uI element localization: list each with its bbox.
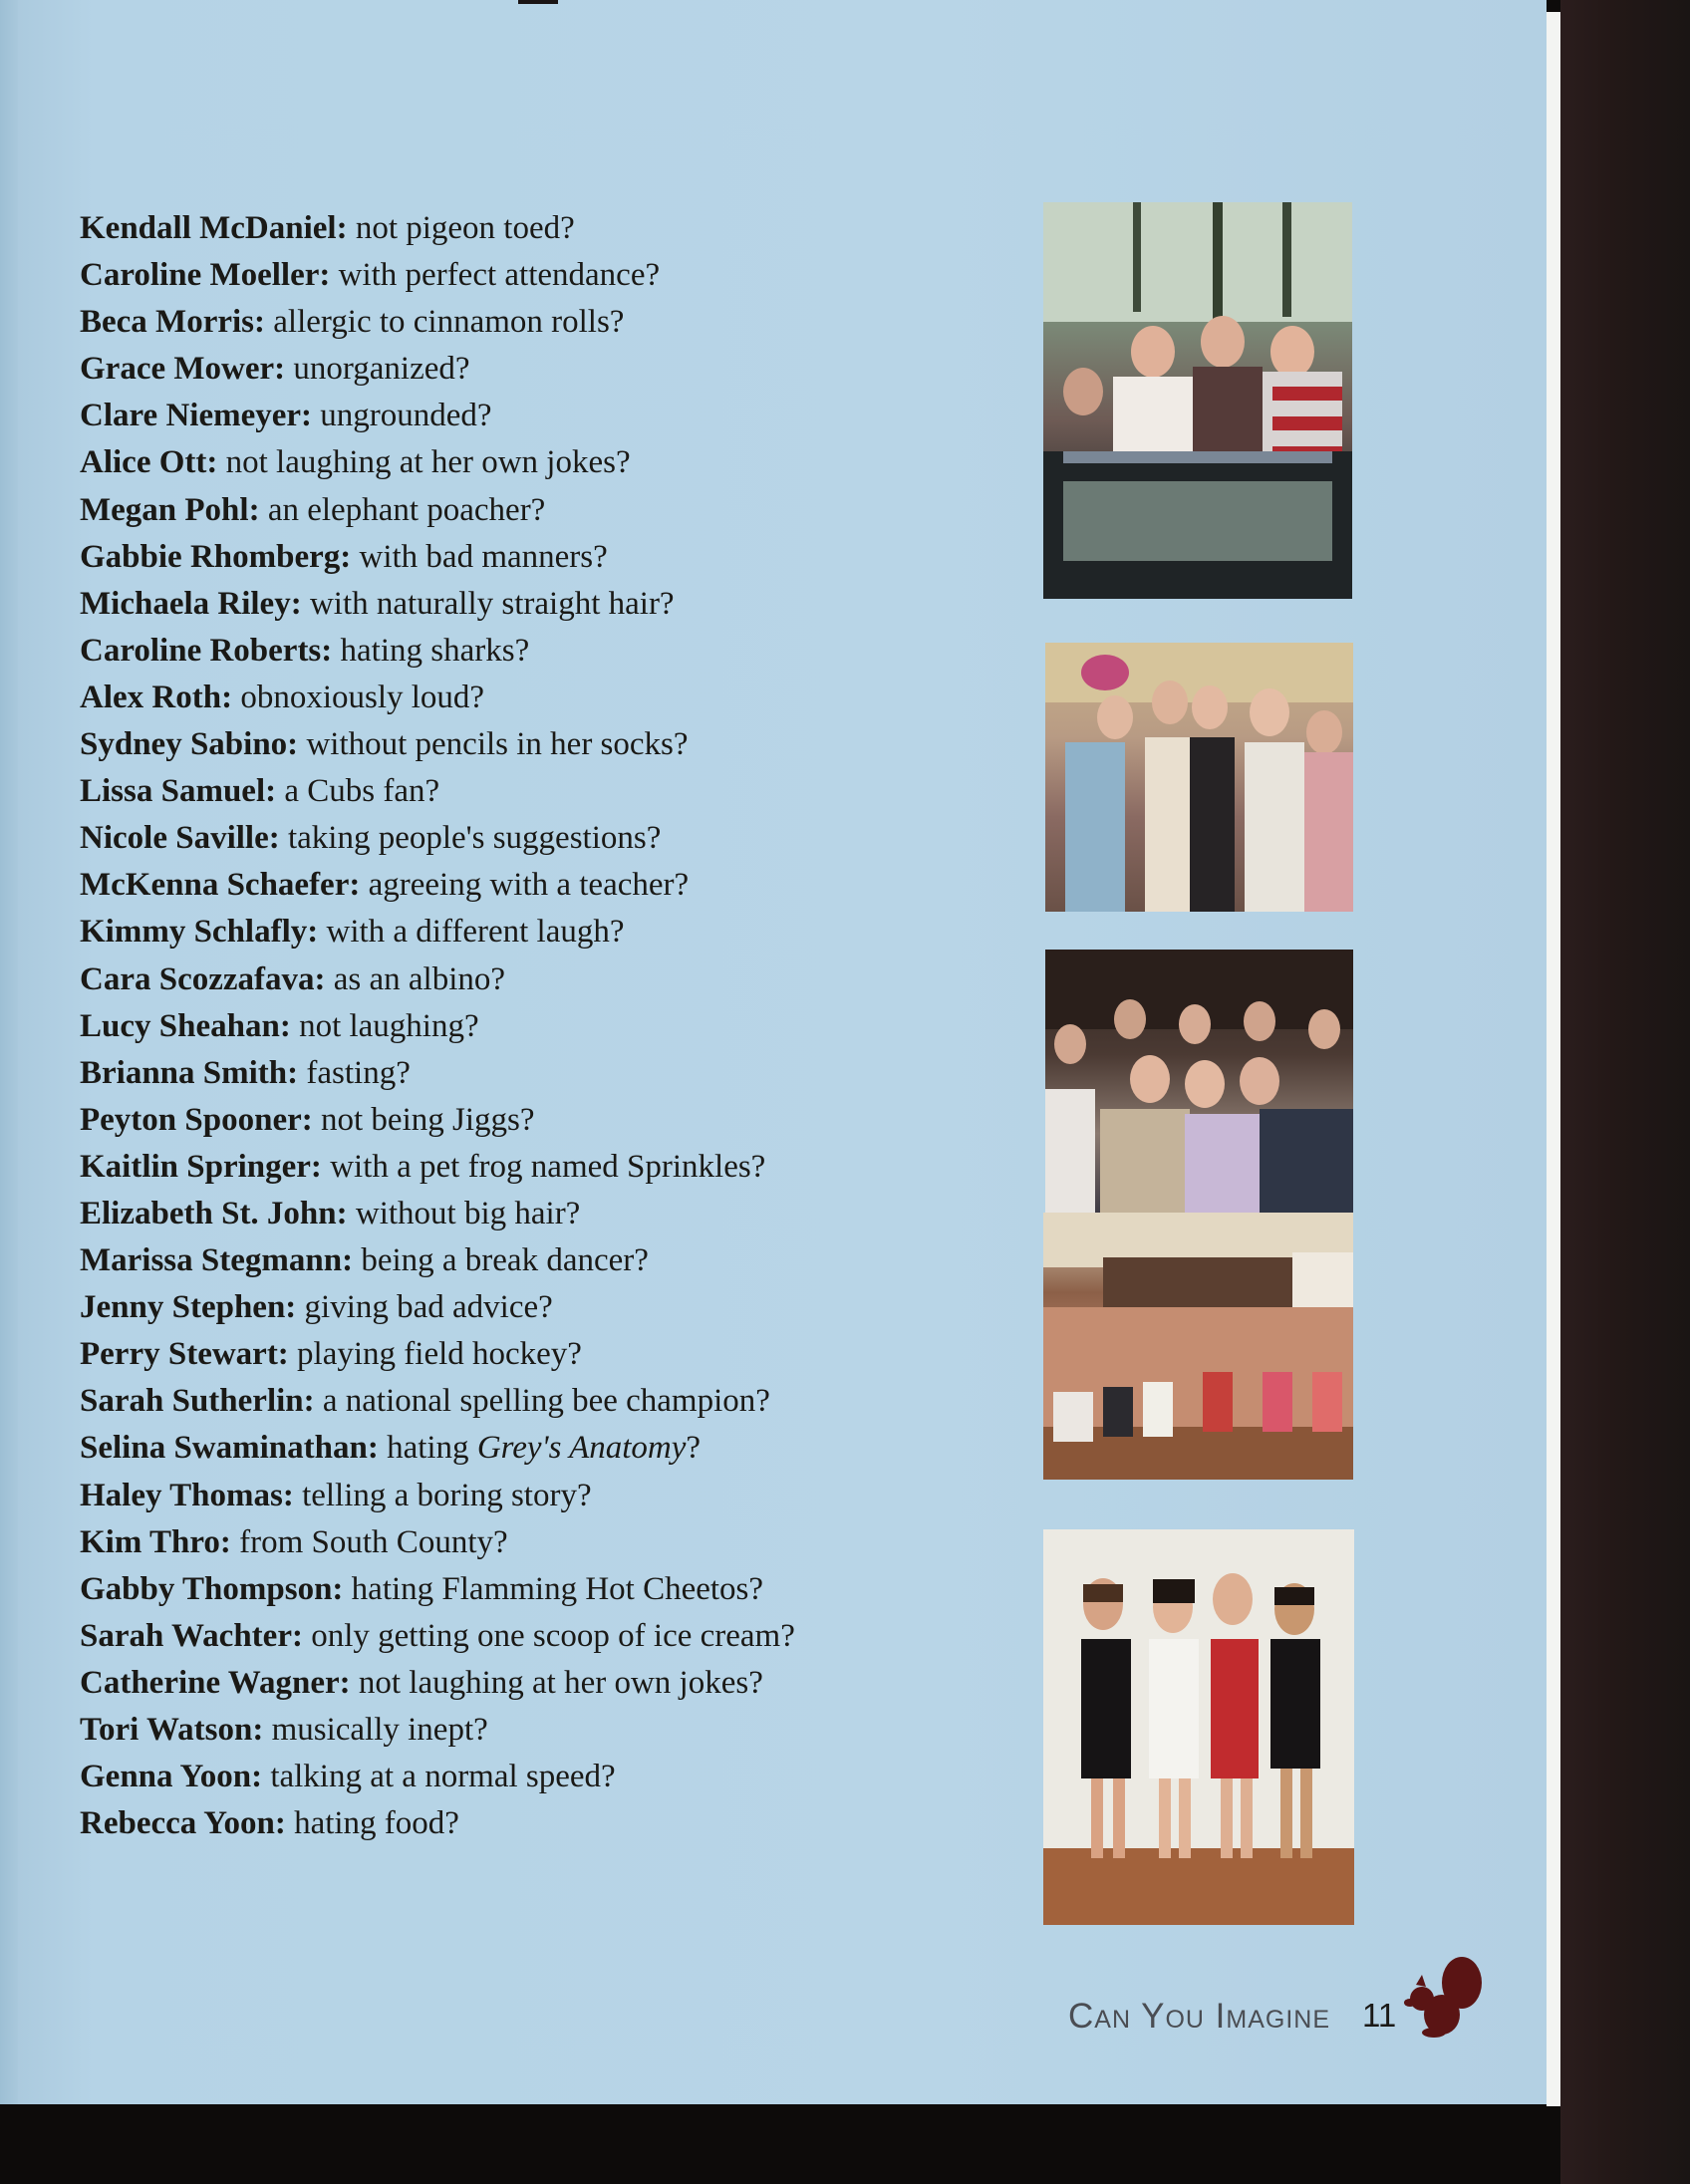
- entry-description: with a different laugh?: [326, 914, 625, 951]
- photo-four-friends: [1043, 1529, 1354, 1925]
- entry-description: taking people's suggestions?: [287, 820, 662, 857]
- entry-description: a Cubs fan?: [284, 773, 440, 810]
- entry-description: not laughing?: [299, 1007, 479, 1044]
- entry-item: [80, 628, 957, 675]
- entry-description: with bad manners?: [359, 538, 608, 575]
- entry-description: from South County?: [239, 1523, 508, 1560]
- entry-item: [80, 205, 957, 252]
- entry-name: Gabby Thompson:: [80, 1570, 344, 1607]
- entry-item: [80, 487, 957, 534]
- entry-name: Grace Mower:: [80, 351, 286, 388]
- entry-item: [80, 1519, 957, 1566]
- entry-name: Jenny Stephen:: [80, 1289, 297, 1326]
- section-title: Can You Imagine: [1068, 1997, 1331, 2036]
- entry-item: [80, 1800, 957, 1847]
- entry-item: [80, 815, 957, 862]
- entry-description: with a pet frog named Sprinkles?: [330, 1148, 766, 1185]
- entry-item: [80, 1284, 957, 1331]
- entry-description: as an albino?: [333, 960, 506, 997]
- entry-name: Clare Niemeyer:: [80, 398, 313, 434]
- entry-item: [80, 1331, 957, 1378]
- entry-item: [80, 439, 957, 486]
- entry-item: [80, 1707, 957, 1754]
- entry-name: Tori Watson:: [80, 1712, 264, 1748]
- entry-name: Catherine Wagner:: [80, 1664, 351, 1701]
- entry-item: [80, 252, 957, 299]
- entry-description: unorganized?: [293, 351, 470, 388]
- entry-item: [80, 1003, 957, 1050]
- entry-description: hating Flamming Hot Cheetos?: [351, 1570, 764, 1607]
- entry-item: [80, 534, 957, 581]
- entry-name: Elizabeth St. John:: [80, 1195, 348, 1231]
- entry-name: Michaela Riley:: [80, 585, 302, 622]
- entry-name: Lissa Samuel:: [80, 773, 277, 810]
- entry-description: telling a boring story?: [302, 1477, 592, 1513]
- entry-list: [80, 205, 957, 1847]
- photo-four-friends-art: [1043, 1529, 1354, 1925]
- entry-name: Perry Stewart:: [80, 1336, 289, 1373]
- entry-item: [80, 1660, 957, 1707]
- entry-description: not pigeon toed?: [355, 210, 575, 246]
- entry-item: [80, 1473, 957, 1519]
- entry-description: hating sharks?: [340, 632, 530, 669]
- entry-description: not laughing at her own jokes?: [358, 1664, 763, 1701]
- entry-item: [80, 1097, 957, 1144]
- page-number: 11: [1362, 1997, 1397, 2034]
- entry-name: Caroline Roberts:: [80, 632, 333, 669]
- entry-name: Cara Scozzafava:: [80, 960, 326, 997]
- entry-name: Beca Morris:: [80, 304, 265, 341]
- entry-description: ungrounded?: [320, 398, 492, 434]
- entry-name: Caroline Moeller:: [80, 257, 331, 294]
- photo-costume-party: [1045, 643, 1353, 912]
- entry-description: hating food?: [294, 1805, 459, 1842]
- entry-item: [80, 1191, 957, 1237]
- entry-description: with perfect attendance?: [338, 257, 661, 294]
- back-cover: [1560, 0, 1690, 2184]
- entry-name: Marissa Stegmann:: [80, 1242, 354, 1279]
- entry-description: a national spelling bee champion?: [322, 1383, 770, 1420]
- photo-team-celebration: [1043, 202, 1352, 599]
- entry-item: [80, 909, 957, 956]
- top-notch: [518, 0, 558, 4]
- entry-name: Alice Ott:: [80, 444, 218, 481]
- photo-costume-party-art: [1045, 643, 1353, 912]
- entry-item: [80, 721, 957, 768]
- entry-description: with naturally straight hair?: [309, 585, 675, 622]
- entry-item: [80, 956, 957, 1003]
- entry-item: [80, 1237, 957, 1284]
- entry-description: only getting one scoop of ice cream?: [311, 1617, 795, 1654]
- entry-name: Kaitlin Springer:: [80, 1148, 322, 1185]
- entry-item: [80, 862, 957, 909]
- entry-punctuation: ?: [686, 1430, 702, 1467]
- entry-name: Gabbie Rhomberg:: [80, 538, 352, 575]
- entry-item: [80, 768, 957, 815]
- entry-name: Peyton Spooner:: [80, 1101, 313, 1138]
- entry-item: [80, 675, 957, 721]
- entry-description: not laughing at her own jokes?: [225, 444, 631, 481]
- entry-name: Sydney Sabino:: [80, 726, 299, 763]
- entry-name: Sarah Wachter:: [80, 1617, 303, 1654]
- photo-large-group: [1043, 1213, 1353, 1480]
- photo-team-celebration-art: [1043, 202, 1352, 599]
- entry-description: allergic to cinnamon rolls?: [273, 304, 625, 341]
- entry-item: [80, 1144, 957, 1191]
- entry-name: Kendall McDaniel:: [80, 210, 348, 246]
- entry-description: musically inept?: [271, 1712, 488, 1748]
- entry-description: talking at a normal speed?: [270, 1759, 616, 1795]
- entry-description: without pencils in her socks?: [306, 726, 689, 763]
- entry-item: [80, 1566, 957, 1613]
- entry-item: [80, 393, 957, 439]
- entry-name: Kimmy Schlafly:: [80, 914, 319, 951]
- photo-group-indoors-art: [1045, 950, 1353, 1213]
- entry-description: giving bad advice?: [304, 1289, 553, 1326]
- entry-item: [80, 1425, 957, 1472]
- entry-item: [80, 1378, 957, 1425]
- entry-name: Genna Yoon:: [80, 1759, 263, 1795]
- squirrel-icon: [1398, 1953, 1486, 2041]
- entry-name: Sarah Sutherlin:: [80, 1383, 315, 1420]
- entry-item: [80, 299, 957, 346]
- photo-group-indoors: [1045, 950, 1353, 1213]
- entry-description: fasting?: [306, 1054, 411, 1091]
- entry-name: Lucy Sheahan:: [80, 1007, 291, 1044]
- spine-shadow: [0, 0, 18, 2104]
- entry-item: [80, 581, 957, 628]
- entry-name: Kim Thro:: [80, 1523, 231, 1560]
- entry-name: Alex Roth:: [80, 679, 233, 715]
- entry-name: Megan Pohl:: [80, 491, 260, 528]
- entry-description: agreeing with a teacher?: [368, 867, 690, 904]
- entry-description: without big hair?: [355, 1195, 581, 1231]
- entry-item: [80, 1613, 957, 1660]
- entry-description: an elephant poacher?: [267, 491, 546, 528]
- entry-item: [80, 1050, 957, 1097]
- entry-name: Haley Thomas:: [80, 1477, 294, 1513]
- entry-name: Rebecca Yoon:: [80, 1805, 286, 1842]
- entry-name: McKenna Schaefer:: [80, 867, 361, 904]
- entry-name: Brianna Smith:: [80, 1054, 299, 1091]
- entry-name: Selina Swaminathan:: [80, 1430, 379, 1467]
- entry-description: being a break dancer?: [361, 1242, 649, 1279]
- entry-description: hating: [387, 1430, 469, 1467]
- entry-italic-title: Grey's Anatomy: [476, 1430, 687, 1467]
- entry-item: [80, 1754, 957, 1800]
- page-edge: [1547, 12, 1560, 2106]
- entry-description: not being Jiggs?: [321, 1101, 535, 1138]
- photo-large-group-art: [1043, 1213, 1353, 1480]
- entry-description: obnoxiously loud?: [240, 679, 485, 715]
- entry-description: playing field hockey?: [297, 1336, 582, 1373]
- entry-name: Nicole Saville:: [80, 820, 280, 857]
- entry-item: [80, 346, 957, 393]
